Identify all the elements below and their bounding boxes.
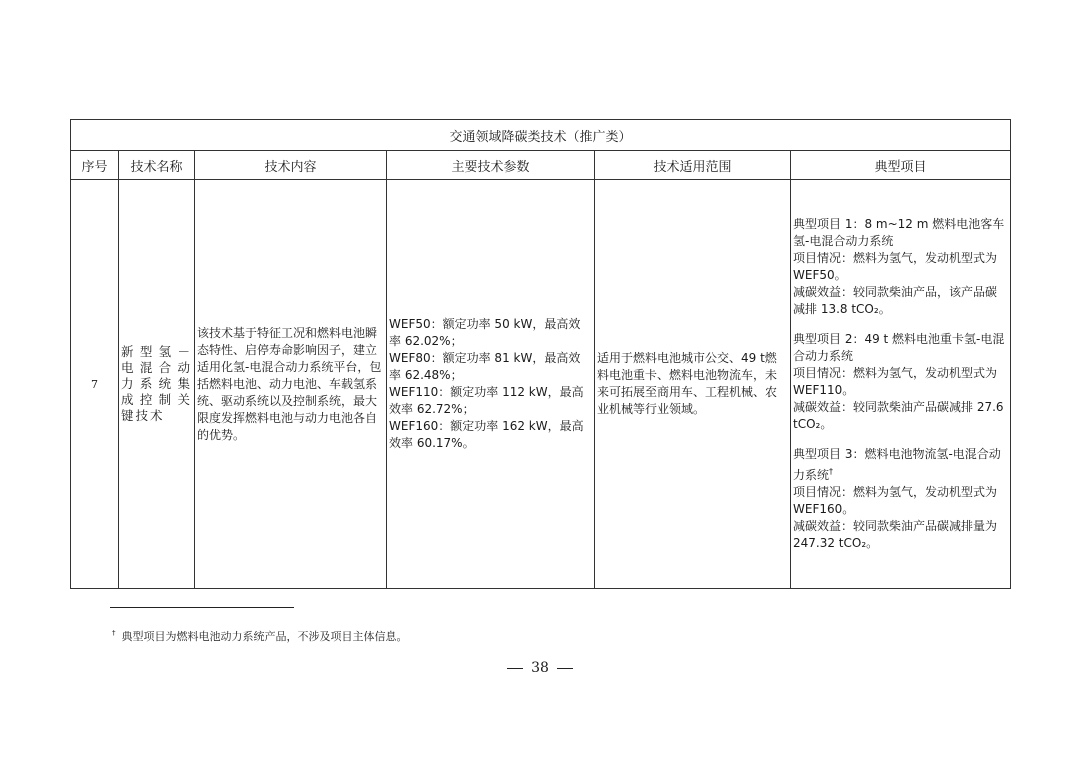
row-typical-projects <box>791 180 1011 589</box>
page-number-value: 38 <box>531 660 549 676</box>
row-tech-params <box>387 180 595 589</box>
project-title: 典型项目 1：8 m~12 m 燃料电池客车氢-电混合动力系统 <box>793 217 1005 248</box>
project-title: 典型项目 3：燃料电池物流氢-电混合动力系统† <box>793 447 1001 482</box>
table-header-row <box>71 151 1011 180</box>
project-item <box>793 331 1008 433</box>
page-number-dash-right <box>557 668 573 669</box>
header-projects: 典型项目 <box>791 151 1011 180</box>
project-benefit: 减碳效益：较同款柴油产品碳减排量为 247.32 tCO₂。 <box>793 519 998 550</box>
header-scope: 技术适用范围 <box>595 151 791 180</box>
project-title: 典型项目 2：49 t 燃料电池重卡氢-电混合动力系统 <box>793 332 1005 363</box>
param-line: WEF110：额定功率 112 kW，最高效率 62.72%； <box>389 385 584 416</box>
project-item <box>793 446 1008 552</box>
footnote-divider <box>110 607 294 608</box>
project-item <box>793 216 1008 318</box>
page-number-dash-left <box>507 668 523 669</box>
header-number: 序号 <box>71 151 119 180</box>
footnote-text: 典型项目为燃料电池动力系统产品，不涉及项目主体信息。 <box>121 630 408 643</box>
project-benefit: 减碳效益：较同款柴油产品碳减排 27.6 tCO₂。 <box>793 400 1004 431</box>
footnote <box>112 628 408 644</box>
param-line: WEF160：额定功率 162 kW，最高效率 60.17%。 <box>389 419 584 450</box>
param-line: WEF80：额定功率 81 kW，最高效率 62.48%； <box>389 351 581 382</box>
footnote-ref: † <box>829 467 834 476</box>
technology-table <box>70 119 1011 589</box>
project-situation: 项目情况：燃料为氢气，发动机型式为 WEF160。 <box>793 485 998 516</box>
row-tech-name: 新型氢－电混合动力系统集成控制关键技术 <box>119 180 195 589</box>
header-name: 技术名称 <box>119 151 195 180</box>
row-tech-content: 该技术基于特征工况和燃料电池瞬态特性、启停寿命影响因子，建立适用化氢-电混合动力系统平台，包括燃料电池、动力电池、车载氢系统、驱动系统以及控制系统，最大限度发挥燃料电池与动力电池各自的优势。 <box>195 180 387 589</box>
footnote-marker: † <box>112 629 116 638</box>
project-benefit: 减碳效益：较同款柴油产品，该产品碳减排 13.8 tCO₂。 <box>793 285 998 316</box>
table-title-row <box>71 120 1011 151</box>
header-params: 主要技术参数 <box>387 151 595 180</box>
project-situation: 项目情况：燃料为氢气，发动机型式为 WEF110。 <box>793 366 998 397</box>
project-situation: 项目情况：燃料为氢气，发动机型式为 WEF50。 <box>793 251 998 282</box>
row-number: 7 <box>71 180 119 589</box>
row-tech-scope: 适用于燃料电池城市公交、49 t燃料电池重卡、燃料电池物流车，未来可拓展至商用车、工程机械、农业机械等行业领域。 <box>595 180 791 589</box>
table-title: 交通领域降碳类技术（推广类） <box>71 120 1011 151</box>
table-row <box>71 180 1011 589</box>
header-content: 技术内容 <box>195 151 387 180</box>
page-number <box>0 660 1080 676</box>
param-line: WEF50：额定功率 50 kW，最高效率 62.02%； <box>389 317 581 348</box>
